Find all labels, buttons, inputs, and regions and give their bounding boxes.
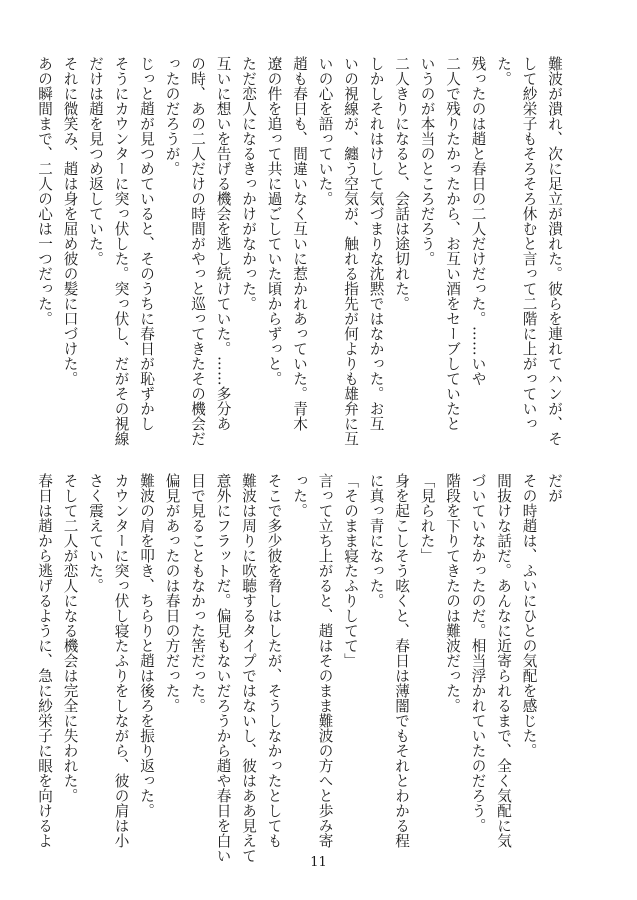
text-line: 身を起こしそう呟くと、春日は薄闇でもそれとわかる程	[393, 473, 410, 848]
text-line: その時趙は、ふいにひとの気配を感じた。	[520, 473, 538, 758]
text-line: った。	[291, 473, 308, 518]
text-line: ただ恋人になるきっかけがなかった。	[240, 56, 257, 311]
text-line: 目で見ることもなかった筈だった。	[189, 473, 206, 713]
text-line: だけは趙を見つめ返していた。	[87, 56, 104, 266]
text-line: 言って立ち上がると、趙はそのまま難波の方へと歩み寄	[316, 473, 334, 848]
text-line: 階段を下りてきたのは難波だった。	[444, 473, 461, 713]
text-line: 互いに想いを告げる機会を逃し続けていた。……多分あ	[214, 56, 232, 431]
text-line: 二人で残りたかったから、お互い酒をセーブしていたと	[444, 56, 461, 431]
text-line: して紗栄子もそろそろ休むと言って二階に上がっていっ	[520, 56, 538, 431]
text-line: た。	[495, 56, 512, 86]
text-line: だが	[546, 473, 563, 503]
text-line: 趙も春日も、間違いなく互いに惹かれあっていた。青木	[291, 56, 308, 431]
text-line: あの瞬間まで、二人の心は一つだった。	[36, 56, 53, 326]
text-line: さく震えていた。	[87, 473, 104, 593]
text-line: しかしそれはけして気づまりな沈黙ではなかった。お互	[367, 56, 385, 431]
text-line: それに微笑み、趙は身を屈め彼の髪に口づけた。	[61, 56, 79, 386]
text-line: いの心を語っていた。	[316, 56, 334, 206]
text-line: 難波の肩を叩き、ちらりと趙は後ろを振り返った。	[138, 473, 155, 818]
text-line: に真っ青になった。	[367, 473, 385, 608]
text-line: 難波は周りに吹聴するタイプではないし、彼はああ見えて	[240, 473, 257, 863]
text-line: そこで多少彼を脅しはしたが、そうしなかったとしても	[265, 473, 283, 848]
text-line: づいていなかったのだ。相当浮かれていたのだろう。	[469, 473, 487, 833]
page-number: 11	[310, 855, 327, 870]
text-line: 残ったのは趙と春日の二人だけだった。……いや	[469, 56, 487, 386]
text-line: じっと趙が見つめていると、そのうちに春日が恥ずかし	[138, 56, 155, 431]
text-line: の時、あの二人だけの時間がやっと巡ってきたその機会だ	[189, 56, 206, 446]
text-line: 意外にフラットだ。偏見もないだろうから趙や春日を白い	[214, 473, 232, 863]
text-line: 遼の件を追って共に過ごしていた頃からずっと。	[265, 56, 283, 386]
text-line: そうにカウンターに突っ伏した。突っ伏し、だがその視線	[112, 56, 130, 446]
text-line: いうのが本当のところだろう。	[418, 56, 436, 266]
text-line: 春日は趙から逃げるように、急に紗栄子に眼を向けるよ	[36, 473, 53, 848]
text-line: 間抜けな話だ。あんなに近寄られるまで、全く気配に気	[495, 473, 512, 848]
text-line: ったのだろうが。	[163, 56, 181, 176]
text-line: そして二人が恋人になる機会は完全に失われた。	[61, 473, 79, 803]
text-line: 「見られた」	[418, 473, 436, 563]
text-line: 二人きりになると、会話は途切れた。	[393, 56, 410, 311]
text-line: カウンターに突っ伏し寝たふりをしながら、彼の肩は小	[112, 473, 130, 848]
text-block-top	[32, 56, 568, 446]
text-line: 偏見があったのは春日の方だった。	[163, 473, 181, 713]
text-line: いの視線が、纏う空気が、触れる指先が何よりも雄弁に互	[342, 56, 359, 446]
text-line: 「そのまま寝たふりしてて」	[342, 473, 359, 668]
text-line: 難波が潰れ、次に足立が潰れた。彼らを連れてハンが、そ	[546, 56, 563, 446]
